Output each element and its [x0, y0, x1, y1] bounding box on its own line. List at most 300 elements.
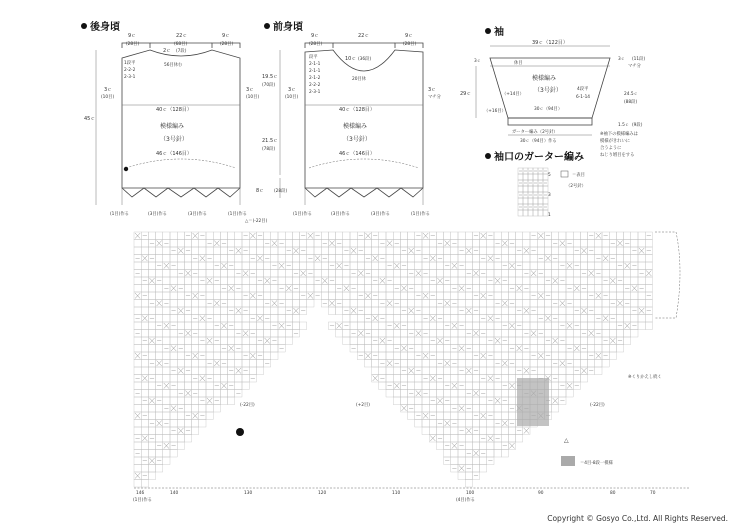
stitch-cell — [552, 292, 559, 300]
stitch-cell — [415, 375, 422, 383]
stitch-cell — [192, 240, 199, 248]
stitch-cell — [156, 450, 163, 458]
stitch-cell — [429, 427, 436, 435]
stitch-cell — [199, 307, 206, 315]
stitch-cell — [242, 255, 249, 263]
stitch-cell — [249, 247, 256, 255]
stitch-cell — [386, 330, 393, 338]
stitch-cell — [242, 375, 249, 383]
stitch-cell — [364, 360, 371, 368]
cross-symbol — [394, 383, 399, 389]
cuff-cell — [538, 210, 543, 216]
stitch-cell — [177, 375, 184, 383]
stitch-cell — [530, 285, 537, 293]
stitch-cell — [552, 382, 559, 390]
stitch-cell — [357, 240, 364, 248]
stitch-cell — [256, 307, 263, 315]
cross-symbol — [603, 256, 608, 262]
cross-symbol — [214, 301, 219, 307]
stitch-cell — [379, 232, 386, 240]
stitch-cell — [300, 240, 307, 248]
cuff-cell — [528, 210, 533, 216]
stitch-cell — [163, 375, 170, 383]
stitch-cell — [444, 307, 451, 315]
stitch-cell — [148, 427, 155, 435]
stitch-cell — [422, 427, 429, 435]
stitch-cell — [516, 270, 523, 278]
stitch-cell — [336, 247, 343, 255]
stitch-cell — [458, 435, 465, 443]
stitch-cell — [480, 405, 487, 413]
stitch-cell — [465, 457, 472, 465]
stitch-cell — [393, 270, 400, 278]
cross-symbol — [149, 458, 154, 464]
stitch-cell — [249, 307, 256, 315]
stitch-cell — [148, 262, 155, 270]
stitch-cell — [300, 322, 307, 330]
stitch-cell — [429, 307, 436, 315]
stitch-cell — [148, 322, 155, 330]
stitch-cell — [372, 307, 379, 315]
stitch-cell — [206, 390, 213, 398]
cross-symbol — [229, 346, 234, 352]
stitch-cell — [559, 270, 566, 278]
stitch-cell — [386, 352, 393, 360]
stitch-cell — [465, 292, 472, 300]
stitch-cell — [544, 330, 551, 338]
stitch-cell — [429, 360, 436, 368]
stitch-cell — [199, 300, 206, 308]
stitch-cell — [192, 405, 199, 413]
stitch-cell — [595, 345, 602, 353]
stitch-cell — [566, 330, 573, 338]
stitch-cell — [516, 337, 523, 345]
cross-symbol — [142, 316, 147, 322]
stitch-cell — [199, 420, 206, 428]
stitch-cell — [242, 285, 249, 293]
stitch-cell — [494, 345, 501, 353]
stitch-cell — [444, 255, 451, 263]
stitch-cell — [177, 322, 184, 330]
stitch-cell — [645, 262, 652, 270]
front-pattern: 模様編み — [343, 123, 368, 130]
stitch-cell — [487, 360, 494, 368]
stitch-cell — [264, 285, 271, 293]
sleeve-garter: ガーター編み（2号針） — [512, 130, 558, 135]
stitch-cell — [163, 337, 170, 345]
stitch-cell — [364, 247, 371, 255]
stitch-cell — [588, 277, 595, 285]
stitch-cell — [609, 292, 616, 300]
stitch-cell — [588, 360, 595, 368]
stitch-cell — [631, 330, 638, 338]
stitch-cell — [566, 292, 573, 300]
stitch-cell — [580, 315, 587, 323]
stitch-cell — [631, 315, 638, 323]
sleeve-title: 袖 — [494, 27, 504, 38]
stitch-cell — [580, 262, 587, 270]
stitch-cell — [465, 300, 472, 308]
stitch-cell — [429, 262, 436, 270]
stitch-cell — [501, 450, 508, 458]
cross-symbol — [423, 233, 428, 239]
stitch-cell — [163, 457, 170, 465]
stitch-cell — [220, 277, 227, 285]
stitch-cell — [163, 292, 170, 300]
cross-symbol — [473, 331, 478, 337]
stitch-cell — [465, 322, 472, 330]
stitch-cell — [242, 262, 249, 270]
stitch-cell — [177, 337, 184, 345]
cross-symbol — [416, 391, 421, 397]
stitch-cell — [343, 277, 350, 285]
stitch-cell — [328, 270, 335, 278]
cross-symbol — [488, 256, 493, 262]
stitch-cell — [134, 397, 141, 405]
stitch-cell — [429, 330, 436, 338]
stitch-cell — [559, 375, 566, 383]
cross-symbol — [200, 256, 205, 262]
stitch-cell — [134, 300, 141, 308]
stitch-cell — [300, 300, 307, 308]
stitch-cell — [192, 367, 199, 375]
stitch-cell — [163, 435, 170, 443]
stitch-cell — [595, 360, 602, 368]
stitch-cell — [184, 300, 191, 308]
stitch-cell — [170, 277, 177, 285]
stitch-cell — [163, 232, 170, 240]
stitch-cell — [156, 465, 163, 473]
stitch-cell — [566, 375, 573, 383]
stitch-cell — [537, 322, 544, 330]
stitch-cell — [487, 450, 494, 458]
stitch-cell — [451, 232, 458, 240]
stitch-cell — [163, 390, 170, 398]
cross-symbol — [351, 248, 356, 254]
stitch-cell — [386, 345, 393, 353]
cuff-cell — [523, 210, 528, 216]
stitch-cell — [559, 247, 566, 255]
stitch-cell — [156, 390, 163, 398]
stitch-cell — [170, 270, 177, 278]
stitch-cell — [292, 300, 299, 308]
stitch-cell — [206, 382, 213, 390]
cross-symbol — [646, 271, 651, 277]
stitch-cell — [544, 307, 551, 315]
stitch-cell — [458, 412, 465, 420]
cross-symbol — [214, 361, 219, 367]
stitch-cell — [487, 382, 494, 390]
stitch-cell — [386, 307, 393, 315]
stitch-cell — [508, 435, 515, 443]
stitch-cell — [364, 262, 371, 270]
stitch-cell — [400, 375, 407, 383]
stitch-cell — [494, 405, 501, 413]
stitch-cell — [192, 345, 199, 353]
stitch-cell — [163, 427, 170, 435]
stitch-cell — [508, 390, 515, 398]
stitch-cell — [213, 255, 220, 263]
cross-symbol — [409, 248, 414, 254]
stitch-cell — [595, 262, 602, 270]
stitch-cell — [292, 322, 299, 330]
stitch-cell — [228, 240, 235, 248]
stitch-cell — [573, 270, 580, 278]
stitch-cell — [580, 337, 587, 345]
bullet-icon — [485, 153, 491, 159]
stitch-cell — [602, 360, 609, 368]
cross-symbol — [509, 263, 514, 269]
stitch-cell — [580, 277, 587, 285]
cross-symbol — [495, 398, 500, 404]
sleeve-note-1: ※袖下の模様編みは — [600, 132, 638, 137]
cross-symbol — [365, 353, 370, 359]
stitch-cell — [609, 345, 616, 353]
cross-symbol — [178, 248, 183, 254]
stitch-cell — [480, 300, 487, 308]
cross-symbol — [524, 248, 529, 254]
stitch-cell — [487, 427, 494, 435]
stitch-cell — [616, 285, 623, 293]
stitch-cell — [408, 292, 415, 300]
stitch-cell — [429, 247, 436, 255]
cross-symbol — [358, 271, 363, 277]
stitch-cell — [372, 285, 379, 293]
stitch-cell — [148, 352, 155, 360]
stitch-cell — [278, 307, 285, 315]
back-top-left-sts: (28目) — [126, 42, 140, 47]
stitch-cell — [134, 382, 141, 390]
cross-symbol — [193, 293, 198, 299]
back-shoulder-dec-2: 2-2-2 — [124, 68, 136, 73]
stitch-cell — [472, 442, 479, 450]
stitch-cell — [220, 390, 227, 398]
stitch-cell — [552, 232, 559, 240]
sleeve-right-mid: 24.5ｃ — [624, 92, 638, 97]
cross-symbol — [387, 361, 392, 367]
stitch-cell — [480, 442, 487, 450]
front-neck-dec-6: 2-3-1 — [309, 90, 321, 95]
stitch-cell — [472, 345, 479, 353]
stitch-cell — [177, 382, 184, 390]
stitch-cell — [444, 375, 451, 383]
front-hem-rows: (28段) — [274, 189, 288, 194]
stitch-cell — [422, 262, 429, 270]
stitch-cell — [566, 352, 573, 360]
stitch-cell — [192, 307, 199, 315]
cross-symbol — [488, 376, 493, 382]
stitch-cell — [458, 472, 465, 480]
stitch-cell — [235, 322, 242, 330]
stitch-cell — [271, 292, 278, 300]
stitch-cell — [523, 277, 530, 285]
stitch-cell — [350, 240, 357, 248]
stitch-cell — [379, 345, 386, 353]
cross-symbol — [481, 353, 486, 359]
stitch-cell — [156, 352, 163, 360]
stitch-cell — [444, 405, 451, 413]
stitch-cell — [264, 307, 271, 315]
stitch-cell — [465, 480, 472, 488]
cross-symbol — [430, 256, 435, 262]
cross-symbol — [452, 383, 457, 389]
stitch-cell — [494, 232, 501, 240]
stitch-cell — [249, 360, 256, 368]
stitch-cell — [184, 420, 191, 428]
cross-symbol — [473, 391, 478, 397]
cuff-cell — [533, 186, 538, 192]
stitch-cell — [544, 262, 551, 270]
stitch-cell — [170, 255, 177, 263]
front-top-mid: 22ｃ — [358, 33, 370, 39]
back-pattern: 模様編み — [160, 123, 185, 130]
stitch-cell — [494, 330, 501, 338]
stitch-cell — [285, 300, 292, 308]
cross-symbol — [466, 308, 471, 314]
stitch-cell — [199, 247, 206, 255]
cuff-chart — [485, 150, 586, 218]
stitch-cell — [228, 255, 235, 263]
stitch-cell — [134, 345, 141, 353]
stitch-cell — [602, 330, 609, 338]
stitch-cell — [415, 360, 422, 368]
stitch-cell — [141, 367, 148, 375]
stitch-cell — [458, 397, 465, 405]
stitch-cell — [429, 285, 436, 293]
cross-symbol — [509, 383, 514, 389]
stitch-cell — [192, 382, 199, 390]
stitch-cell — [141, 465, 148, 473]
stitch-cell — [235, 315, 242, 323]
stitch-cell — [458, 255, 465, 263]
stitch-cell — [436, 390, 443, 398]
stitch-cell — [357, 255, 364, 263]
stitch-cell — [422, 285, 429, 293]
stitch-cell — [393, 247, 400, 255]
stitch-cell — [523, 292, 530, 300]
front-top-right-sts: (28目) — [403, 42, 417, 47]
stitch-cell — [220, 307, 227, 315]
stitch-cell — [458, 420, 465, 428]
stitch-cell — [336, 330, 343, 338]
stitch-cell — [386, 247, 393, 255]
back-side-right-rows: (10目) — [246, 95, 260, 100]
stitch-cell — [472, 255, 479, 263]
cross-symbol — [286, 286, 291, 292]
stitch-cell — [393, 232, 400, 240]
cross-symbol — [495, 338, 500, 344]
cuff-cell — [528, 174, 533, 180]
stitch-cell — [480, 277, 487, 285]
stitch-cell — [602, 322, 609, 330]
stitch-cell — [480, 367, 487, 375]
stitch-cell — [480, 420, 487, 428]
cross-symbol — [574, 346, 579, 352]
stitch-cell — [393, 337, 400, 345]
sleeve-left-top: 3ｃ — [474, 59, 482, 64]
stitch-cell — [242, 337, 249, 345]
cuff-cell — [538, 198, 543, 204]
stitch-cell — [278, 255, 285, 263]
stitch-cell — [480, 465, 487, 473]
stitch-cell — [516, 232, 523, 240]
stitch-cell — [530, 337, 537, 345]
cross-symbol — [337, 323, 342, 329]
stitch-cell — [156, 330, 163, 338]
stitch-cell — [134, 240, 141, 248]
stitch-cell — [213, 390, 220, 398]
cross-symbol — [524, 368, 529, 374]
stitch-cell — [400, 360, 407, 368]
cuff-legend-needle: （2号針） — [566, 184, 586, 189]
stitch-cell — [422, 367, 429, 375]
stitch-cell — [379, 262, 386, 270]
stitch-cell — [321, 292, 328, 300]
stitch-cell — [501, 285, 508, 293]
stitch-cell — [451, 375, 458, 383]
cross-symbol — [517, 286, 522, 292]
stitch-cell — [156, 405, 163, 413]
stitch-cell — [573, 315, 580, 323]
stitch-cell — [494, 390, 501, 398]
stitch-cell — [480, 457, 487, 465]
stitch-cell — [429, 270, 436, 278]
stitch-cell — [379, 382, 386, 390]
stitch-cell — [624, 307, 631, 315]
cuff-legend-knit: ＝表目 — [572, 173, 585, 178]
stitch-cell — [472, 315, 479, 323]
stitch-cell — [206, 352, 213, 360]
stitch-cell — [530, 360, 537, 368]
stitch-cell — [400, 352, 407, 360]
stitch-cell — [458, 390, 465, 398]
stitch-cell — [141, 480, 148, 488]
stitch-cell — [588, 240, 595, 248]
cross-symbol — [452, 263, 457, 269]
stitch-cell — [170, 435, 177, 443]
cuff-cell — [533, 174, 538, 180]
chart-bottom-mid: (4目)作る — [456, 498, 475, 503]
stitch-cell — [393, 367, 400, 375]
cross-symbol — [445, 361, 450, 367]
cross-symbol — [466, 428, 471, 434]
stitch-cell — [141, 450, 148, 458]
stitch-cell — [372, 270, 379, 278]
stitch-cell — [256, 247, 263, 255]
stitch-cell — [393, 307, 400, 315]
stitch-cell — [170, 352, 177, 360]
stitch-cell — [436, 285, 443, 293]
stitch-cell — [307, 262, 314, 270]
stitch-cell — [580, 322, 587, 330]
stitch-cell — [321, 285, 328, 293]
stitch-cell — [588, 285, 595, 293]
stitch-cell — [559, 315, 566, 323]
stitch-cell — [393, 390, 400, 398]
stitch-cell — [372, 240, 379, 248]
stitch-cell — [444, 285, 451, 293]
cuff-row-3: 3 — [548, 193, 551, 198]
stitch-cell — [516, 240, 523, 248]
front-mark-1: (1目)作る — [293, 212, 312, 217]
stitch-cell — [645, 300, 652, 308]
stitch-cell — [451, 330, 458, 338]
stitch-cell — [544, 300, 551, 308]
stitch-cell — [595, 247, 602, 255]
stitch-cell — [300, 285, 307, 293]
stitch-cell — [307, 247, 314, 255]
bullet-icon — [264, 23, 270, 29]
